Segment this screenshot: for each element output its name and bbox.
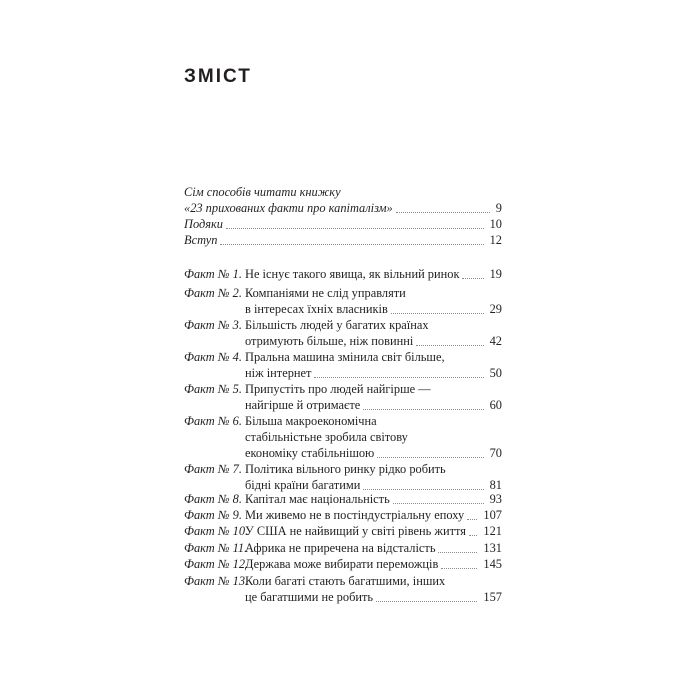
entry-title-line: ніж інтернет	[245, 366, 312, 380]
entry-title-line: Капітал має національність	[245, 492, 390, 506]
dot-leader	[376, 601, 477, 602]
entry-title-line: в інтересах їхніх власників	[245, 302, 388, 316]
page-number: 42	[489, 334, 502, 348]
page-number: 10	[489, 217, 502, 231]
dot-leader	[391, 313, 484, 314]
page-number: 12	[489, 233, 502, 247]
fact-number-label: Факт № 1.	[184, 267, 242, 281]
entry-title-line: Більша макроекономічна	[245, 414, 377, 428]
fact-number-label: Факт № 6.	[184, 414, 242, 428]
fact-number-label: Факт № 7.	[184, 462, 242, 476]
fact-number-label: Факт № 10.	[184, 524, 249, 538]
page-title: ЗМІСТ	[184, 66, 252, 87]
dot-leader	[438, 552, 477, 553]
entry-title-line: Більшість людей у багатих країнах	[245, 318, 429, 332]
page-number: 81	[489, 478, 502, 492]
dot-leader	[363, 489, 483, 490]
dot-leader	[377, 457, 483, 458]
dot-leader	[467, 519, 477, 520]
page-number: 145	[483, 557, 502, 571]
dot-leader	[462, 278, 483, 279]
entry-title-line: Сім способів читати книжку	[184, 185, 341, 199]
dot-leader	[469, 535, 477, 536]
entry-title-line: Вступ	[184, 233, 218, 247]
dot-leader	[396, 212, 490, 213]
dot-leader	[441, 568, 477, 569]
page-number: 9	[495, 201, 502, 215]
fact-number-label: Факт № 12.	[184, 557, 249, 571]
entry-title-line: Не існує такого явища, як вільний ринок	[245, 267, 460, 281]
entry-title-line: найгірше й отримаєте	[245, 398, 361, 412]
entry-title-line: економіку стабільнішою	[245, 446, 375, 460]
entry-title-line: Компаніями не слід управляти	[245, 286, 406, 300]
page-number: 93	[489, 492, 502, 506]
entry-title-line: «23 прихованих факти про капіталізм»	[184, 201, 393, 215]
entry-title-line: Коли багаті стають багатшими, інших	[245, 574, 446, 588]
fact-number-label: Факт № 2.	[184, 286, 242, 300]
page-number: 50	[489, 366, 502, 380]
dot-leader	[314, 377, 483, 378]
page-number: 157	[483, 590, 502, 604]
dot-leader	[226, 228, 484, 229]
dot-leader	[393, 503, 484, 504]
entry-title-line: Подяки	[184, 217, 223, 231]
page-number: 29	[489, 302, 502, 316]
dot-leader	[363, 409, 483, 410]
fact-number-label: Факт № 8.	[184, 492, 242, 506]
fact-number-label: Факт № 9.	[184, 508, 242, 522]
dot-leader	[220, 244, 483, 245]
entry-title-line: У США не найвищий у світі рівень життя	[245, 524, 466, 538]
fact-number-label: Факт № 5.	[184, 382, 242, 396]
entry-title-line: Африка не приречена на відсталість	[245, 541, 436, 555]
fact-number-label: Факт № 4.	[184, 350, 242, 364]
dot-leader	[416, 345, 483, 346]
page-number: 19	[489, 267, 502, 281]
page-number: 131	[483, 541, 502, 555]
entry-title-line: отримують більше, ніж повинні	[245, 334, 414, 348]
page-number: 107	[483, 508, 502, 522]
entry-title-line: Держава може вибирати переможців	[245, 557, 439, 571]
fact-number-label: Факт № 13.	[184, 574, 249, 588]
page-number: 121	[483, 524, 502, 538]
fact-number-label: Факт № 3.	[184, 318, 242, 332]
page-number: 60	[489, 398, 502, 412]
entry-title-line: бідні країни багатими	[245, 478, 361, 492]
entry-title-line: Ми живемо не в постіндустріальну епоху	[245, 508, 465, 522]
page-number: 70	[489, 446, 502, 460]
entry-title-line: це багатшими не робить	[245, 590, 374, 604]
entry-title-line: стабільністьне зробила світову	[245, 430, 408, 444]
entry-title-line: Політика вільного ринку рідко робить	[245, 462, 446, 476]
entry-title-line: Припустіть про людей найгірше —	[245, 382, 431, 396]
fact-number-label: Факт № 11.	[184, 541, 248, 555]
entry-title-line: Пральна машина змінила світ більше,	[245, 350, 445, 364]
